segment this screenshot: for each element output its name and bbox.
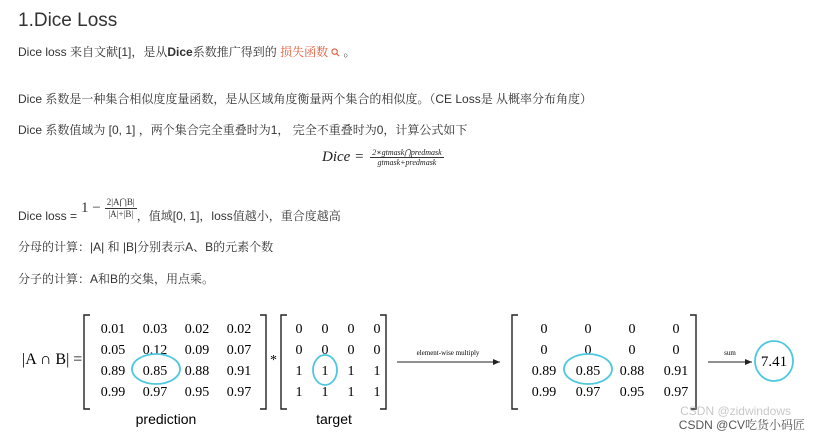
dice-loss-fraction	[105, 197, 137, 220]
prediction-bracket-left	[84, 315, 90, 409]
result-cell: 0	[628, 322, 636, 337]
prediction-cell: 0.09	[184, 343, 210, 358]
target-bracket-right	[380, 315, 386, 409]
target-cell: 1	[347, 364, 355, 379]
sum-label: sum	[724, 349, 736, 357]
intro-middle: 系数推广得到的	[192, 45, 277, 59]
prediction-bracket-right	[260, 315, 266, 409]
target-label: target	[316, 411, 352, 427]
prediction-cell: 0.01	[100, 322, 126, 337]
prediction-cell: 0.85	[142, 364, 168, 379]
target-cell: 0	[295, 322, 303, 337]
page-title: 1.Dice Loss	[18, 10, 118, 31]
result-cell: 0.85	[575, 364, 601, 379]
dice-formula-fraction	[370, 148, 443, 167]
dice-formula-lhs: Dice =	[322, 149, 365, 165]
target-cell: 0	[321, 343, 329, 358]
target-cell: 1	[295, 385, 303, 400]
prediction-cell: 0.95	[184, 385, 210, 400]
dice-range: Dice 系数值域为 [0, 1] ，两个集合完全重叠时为1， 完全不重叠时为0，计算公式如下	[18, 123, 468, 137]
search-icon[interactable]	[331, 48, 340, 57]
dice-loss-prefix: Dice loss =	[18, 208, 78, 223]
target-cell: 1	[321, 364, 329, 379]
watermark-faint: CSDN @zidwindows	[680, 404, 791, 418]
prediction-cell: 0.03	[142, 322, 168, 337]
dice-loss-suffix: ，值域[0, 1]，loss值越小，重合度越高	[136, 209, 341, 223]
sum-value: 7.41	[760, 354, 788, 370]
intersection-lhs: |A ∩ B| =	[22, 351, 83, 368]
dice-description: Dice 系数是一种集合相似度度量函数，是从区域角度衡量两个集合的相似度。（CE Loss是 从概率分布角度）	[18, 92, 593, 106]
result-cell: 0	[584, 322, 592, 337]
sum-arrow	[708, 349, 752, 365]
target-cell: 0	[321, 322, 329, 337]
intro-bold: Dice	[167, 45, 193, 59]
result-cell: 0	[540, 322, 548, 337]
dice-loss-one-minus: 1 −	[81, 200, 101, 216]
dice-formula	[322, 148, 444, 167]
target-cell: 1	[347, 385, 355, 400]
result-cell: 0.88	[619, 364, 645, 379]
result-cell: 0.99	[531, 385, 557, 400]
intro-suffix: 。	[343, 45, 356, 59]
element-wise-arrow-head	[493, 359, 500, 365]
multiply-star: *	[270, 353, 277, 368]
prediction-label: prediction	[135, 411, 197, 427]
prediction-cell: 0.02	[184, 322, 210, 337]
result-cell: 0.91	[663, 364, 689, 379]
intro-prefix: Dice loss 来自文献[1]，是从	[18, 45, 168, 59]
intro-line	[18, 43, 355, 60]
prediction-cell: 0.89	[100, 364, 126, 379]
result-cell: 0	[540, 343, 548, 358]
numerator-explanation: 分子的计算：A和B的交集，用点乘。	[18, 272, 215, 286]
target-cell: 0	[295, 343, 303, 358]
target-cell: 1	[295, 364, 303, 379]
target-cell: 0	[347, 343, 355, 358]
target-cell: 0	[373, 322, 381, 337]
prediction-cell: 0.88	[184, 364, 210, 379]
result-cell: 0.97	[575, 385, 601, 400]
result-bracket-right	[690, 315, 696, 409]
result-cell: 0	[628, 343, 636, 358]
result-cell: 0	[672, 322, 680, 337]
result-matrix	[512, 315, 696, 409]
element-wise-label: element-wise multiply	[416, 349, 480, 357]
dice-loss-line	[18, 193, 341, 224]
result-bracket-left	[512, 315, 518, 409]
prediction-cell: 0.97	[142, 385, 168, 400]
dice-formula-numerator: 2∗gtmask⋂predmask	[372, 148, 442, 157]
denominator-explanation: 分母的计算：|A| 和 |B|分别表示A、B的元素个数	[18, 240, 274, 254]
prediction-cell: 0.99	[100, 385, 126, 400]
watermark: CSDN @CV吃货小码匠	[678, 418, 805, 432]
prediction-cell: 0.07	[226, 343, 252, 358]
prediction-cell: 0.02	[226, 322, 252, 337]
prediction-cell: 0.12	[142, 343, 168, 358]
target-cell: 0	[347, 322, 355, 337]
loss-function-link[interactable]: 损失函数	[280, 45, 329, 59]
target-cell: 0	[373, 343, 381, 358]
element-wise-arrow	[397, 349, 500, 365]
result-cell: 0.89	[531, 364, 557, 379]
dice-loss-denominator: |A|+|B|	[108, 209, 134, 219]
prediction-cell: 0.91	[226, 364, 252, 379]
result-cell: 0	[584, 343, 592, 358]
prediction-matrix	[84, 315, 266, 409]
target-cell: 1	[321, 385, 329, 400]
sum-arrow-head	[745, 359, 752, 365]
result-cell: 0	[672, 343, 680, 358]
target-matrix	[281, 315, 386, 409]
target-bracket-left	[281, 315, 287, 409]
target-cell: 1	[373, 385, 381, 400]
dice-loss-numerator: 2|A⋂B|	[106, 197, 135, 207]
dice-formula-denominator: gtmask+predmask	[377, 158, 437, 167]
result-cell: 0.95	[619, 385, 645, 400]
result-cell: 0.97	[663, 385, 689, 400]
prediction-cell: 0.05	[100, 343, 126, 358]
prediction-cell: 0.97	[226, 385, 252, 400]
target-cell: 1	[373, 364, 381, 379]
